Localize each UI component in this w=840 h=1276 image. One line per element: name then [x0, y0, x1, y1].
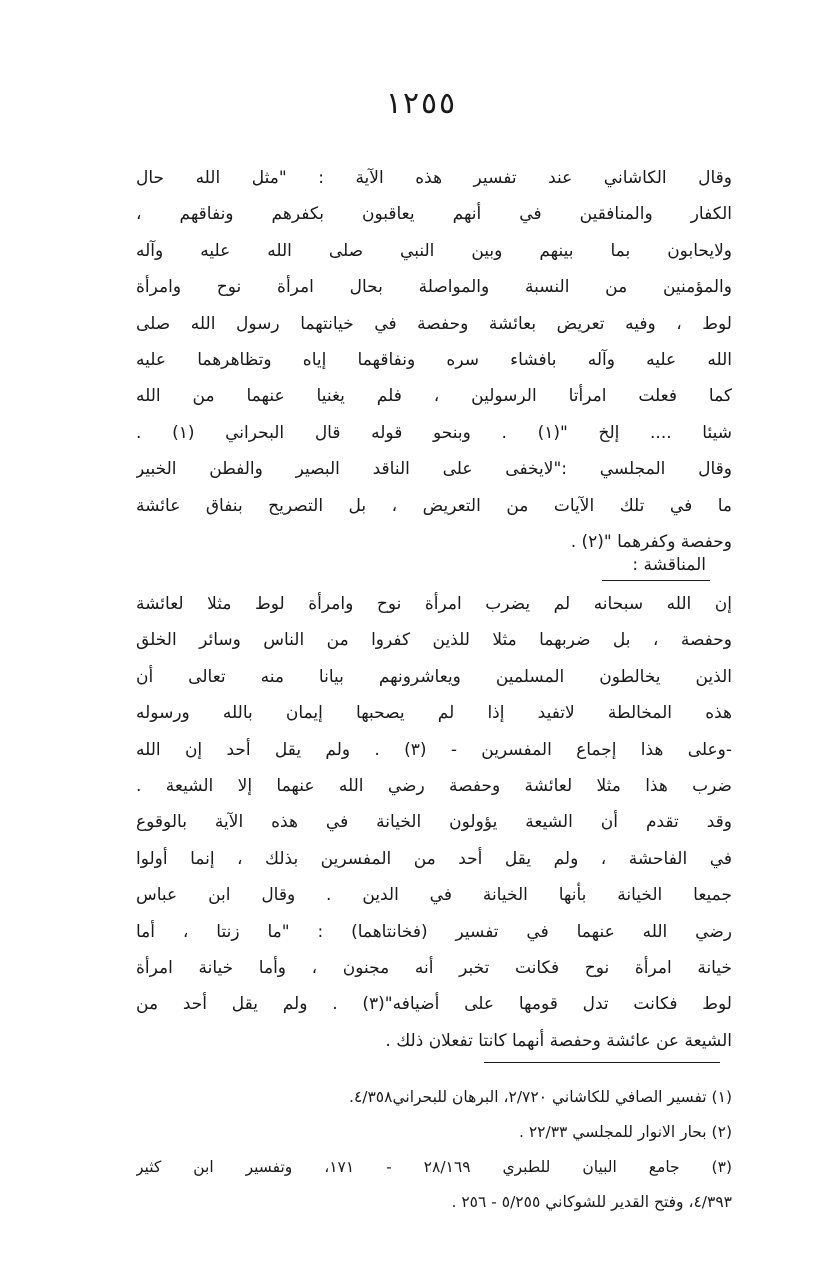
- text-line: وحفصة وكفرهما "(٢) .: [570, 531, 732, 552]
- text-line: الكفار والمنافقين في أنهم يعاقبون بكفرهم ونفاقهم ،: [136, 204, 732, 225]
- body-text-discussion: [136, 586, 732, 1059]
- text-line: وقد تقدم أن الشيعة يؤولون الخيانة في هذه الآية بالوقوع: [136, 812, 732, 833]
- footnote: (١) تفسير الصافي للكاشاني ٢/٧٢٠، البرهان للبحراني٤/٣٥٨.: [349, 1088, 732, 1106]
- text-line: الذين يخالطون المسلمين ويعاشرونهم بيانا منه تعالى أن: [136, 666, 732, 687]
- footnote: (٣) جامع البيان للطبري ٢٨/١٦٩ - ١٧١، وتفسير ابن كثير: [136, 1158, 732, 1176]
- text-line: لوط ، وفيه تعريض بعائشة وحفصة في خيانتهما رسول الله صلى: [136, 313, 732, 334]
- text-line: إن الله سبحانه لم يضرب امرأة نوح وامرأة لوط مثلا لعائشة: [136, 594, 732, 614]
- text-line: ما في تلك الآيات من التعريض ، بل التصريح بنفاق عائشة: [136, 495, 732, 516]
- section-heading: المناقشة :: [602, 550, 710, 581]
- text-line: وقال الكاشاني عند تفسير هذه الآية : "مثل الله حال: [136, 168, 732, 188]
- page-number: ١٢٥٥: [383, 86, 457, 121]
- text-line: لوط فكانت تدل قومها على أضيافه"(٣) . ولم يقل أحد من: [136, 994, 732, 1015]
- footnote-divider: [484, 1062, 720, 1063]
- text-line: ولايحابون بما بينهم وبين النبي صلى الله عليه وآله: [136, 240, 732, 261]
- text-line: والمؤمنين من النسبة والمواصلة بحال امرأة نوح وامرأة: [136, 277, 732, 298]
- body-text: [136, 160, 732, 560]
- footnotes: [136, 1080, 732, 1220]
- text-line: وحفصة ، بل ضربهما مثلا للذين كفروا من الناس وسائر الخلق: [136, 630, 732, 651]
- text-line: الله عليه وآله بافشاء سره ونفاقهما إياه وتظاهرهما عليه: [136, 349, 732, 370]
- text-line: -وعلى هذا إجماع المفسرين - (٣) . ولم يقل أحد إن الله: [136, 739, 732, 760]
- footnote: ٤/٣٩٣، وفتح القدير للشوكاني ٥/٢٥٥ - ٢٥٦ .: [451, 1193, 732, 1211]
- text-line: الشيعة عن عائشة وحفصة أنهما كانتا تفعلان ذلك .: [385, 1030, 732, 1051]
- text-line: هذه المخالطة لاتفيد إذا لم يصحبها إيمان بالله ورسوله: [136, 703, 732, 724]
- text-line: وقال المجلسي :"لايخفى على الناقد البصير والفطن الخبير: [136, 459, 732, 480]
- text-line: شيئا .... إلخ "(١) . وبنحو قوله قال البحراني (١) .: [136, 422, 732, 443]
- text-line: رضي الله عنهما في تفسير (فخانتاهما) : "ما زنتا ، أما: [136, 921, 732, 942]
- text-line: ضرب هذا مثلا لعائشة وحفصة رضي الله عنهما إلا الشيعة .: [136, 775, 732, 796]
- text-line: كما فعلت امرأتا الرسولين ، فلم يغنيا عنهما من الله: [136, 386, 732, 407]
- footnote: (٢) بحار الانوار للمجلسي ٢٢/٣٣ .: [518, 1123, 732, 1141]
- text-line: في الفاحشة ، ولم يقل أحد من المفسرين بذلك ، إنما أولوا: [136, 848, 732, 869]
- text-line: خيانة امرأة نوح فكانت تخبر أنه مجنون ، وأما خيانة امرأة: [136, 957, 732, 978]
- text-line: جميعا الخيانة بأنها الخيانة في الدين . وقال ابن عباس: [136, 885, 732, 906]
